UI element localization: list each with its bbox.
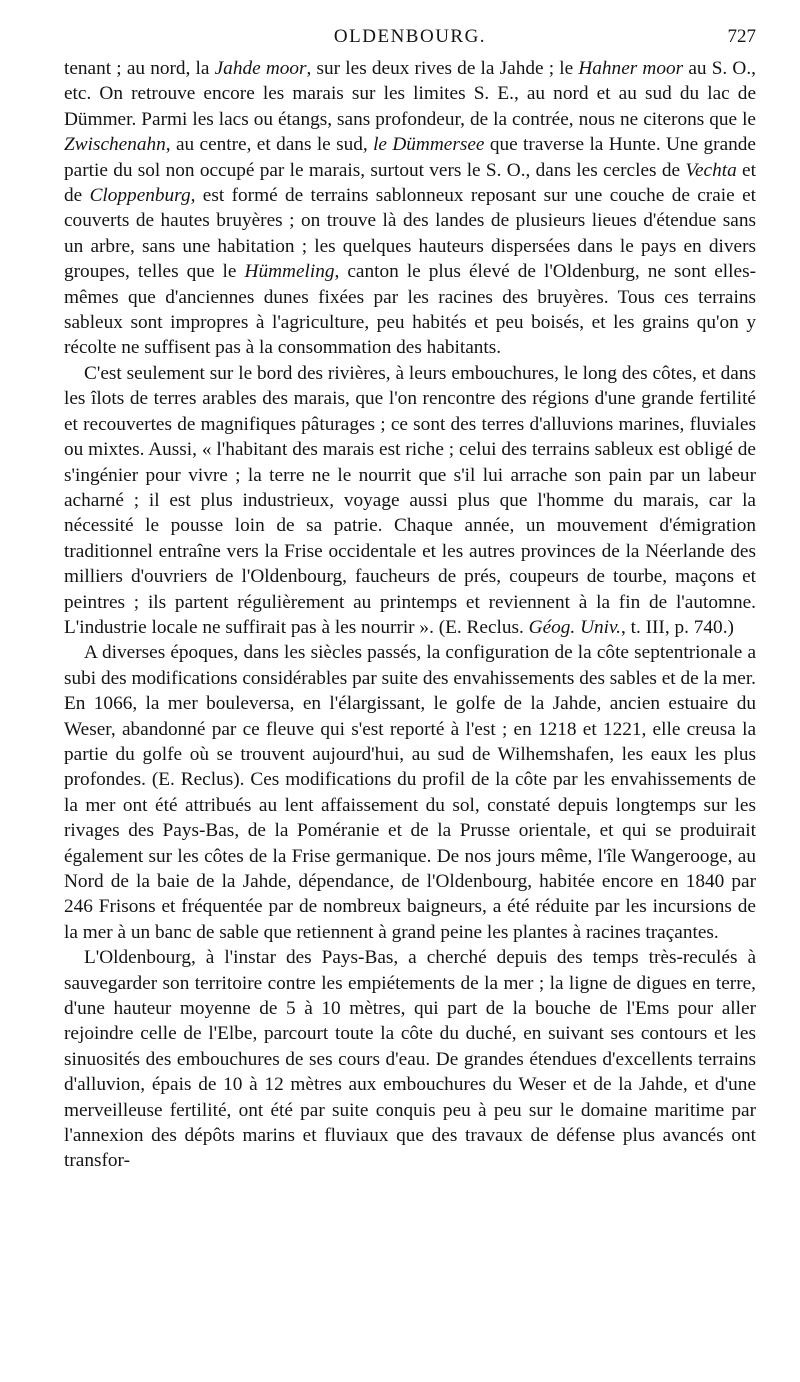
text-run: , sur les deux rives de la Jahde ; le xyxy=(306,58,579,79)
text-run: au S. O., etc. On retrouve encore les marais sur les limites S. E., au nord et au sud du lac de Dümmer. Parmi les lacs ou étangs, sans profondeur, de la contrée, nous ne citerons que le xyxy=(64,58,756,130)
text-run: , canton le plus élevé de l'Oldenburg, ne sont elles-mêmes que d'anciennes dunes fixées par les racines des bruyères. Tous ces terrains sableux sont impropres à l'agriculture, peu habités et peu boisés, et les grains qu'on y récolte ne suffisent pas à la consommation des habitants. xyxy=(64,261,756,359)
paragraph xyxy=(64,361,756,640)
paragraph xyxy=(64,945,756,1174)
text-run: , est formé de terrains sablonneux reposant sur une couche de craie et couverts de hautes bruyères ; on trouve là des landes de plusieurs lieues d'étendue sans un arbre, sans une habitation ; les quelques hauteurs dispersées dans le pays en divers groupes, telles que le xyxy=(64,185,756,283)
text-run: , au centre, et dans le sud, xyxy=(165,134,374,156)
text-run: tenant ; au nord, la xyxy=(64,58,215,79)
italic-term: Vechta xyxy=(685,159,737,181)
italic-term: Géog. Univ. xyxy=(528,616,621,638)
text-run: que traverse la Hunte. Une grande partie du sol non occupé par le marais, surtout vers le S. O., dans les cercles de xyxy=(64,134,756,181)
text-run: et de xyxy=(64,159,756,207)
italic-term: Hahner moor xyxy=(578,58,684,79)
running-title: OLDENBOURG. xyxy=(333,26,487,47)
paragraph xyxy=(64,640,756,945)
text-run: L'Oldenbourg, à l'instar des Pays-Bas, a cherché depuis des temps très-reculés à sauvegarder son territoire contre les empiétements de la mer ; la ligne de digues en terre, d'une hauteur moyenne de 5 à 10 mètres, qui part de la bouche de l'Ems pour aller rejoindre celle de l'Elbe, parcourt toute la côte du duché, en suivant ses contours et les sinuosités des embouchures de ses cours d'eau. De grandes étendues d'excellents terrains d'alluvion, épais de 10 à 12 mètres aux embouchures du Weser et de la Jahde, et d'une merveilleuse fertilité, ont été par suite conquis peu à peu sur le domaine maritime par l'annexion des dépôts marins et fluviaux que des travaux de défense plus avancés ont transfor- xyxy=(64,947,756,1172)
text-run: C'est seulement sur le bord des rivières, à leurs embouchures, le long des côtes, et dans les îlots de terres arables des marais, que l'on rencontre des régions d'une grande fertilité et recouvertes de magnifiques pâturages ; ce sont des terres d'alluvions marines, fluviales ou mixtes. Aussi, « l'habitant des marais est riche ; celui des terrains sableux est obligé de s'ingénier pour vivre ; la terre ne le nourrit que s'il lui arrache son pain par un labeur acharné ; il est plus industrieux, voyage aussi plus que l'homme du marais, car la nécessité le pousse loin de sa patrie. Chaque année, un mouvement d'émigration traditionnel entraîne vers la Frise occidentale et les autres provinces de la Néerlande des milliers d'ouvriers de l'Oldenbourg, faucheurs de prés, coupeurs de tourbe, maçons et peintres ; ils partent régulièrement au printemps et reviennent à la fin de l'automne. L'industrie locale ne suffirait pas à les nourrir ». (E. Reclus. xyxy=(64,362,756,638)
running-head xyxy=(64,26,756,56)
paragraph xyxy=(64,56,756,361)
italic-term: Hümmeling xyxy=(244,261,335,283)
text-run: A diverses époques, dans les siècles passés, la configuration de la côte septentrionale a subi des modifications considérables par suite des envahissements des sables et de la mer. En 1066, la mer bouleversa, en l'élargissant, le golfe de la Jahde, ancien estuaire du Weser, abandonné par ce fleuve qui s'est reporté à l'est ; en 1218 et 1221, elle creusa la partie du golfe où se trouvent aujourd'hui, au sud de Wilhemshafen, les eaux les plus profondes. (E. Reclus). Ces modifications du profil de la côte par les envahissements de la mer ont été attribués au lent affaissement du sol, constaté depuis longtemps sur les rivages des Pays-Bas, de la Poméranie et de la Prusse orientale, et qui se produirait également sur les côtes de la Frise germanique. De nos jours même, l'île Wangerooge, au Nord de la baie de la Jahde, dépendance, de l'Oldenbourg, habitée encore en 1840 par 246 Frisons et fréquentée par de nombreux baigneurs, a été réduite par les incursions de la mer à un banc de sable que retiennent à grand peine les plantes à racines traçantes. xyxy=(64,642,756,943)
text-run: , t. III, p. 740.) xyxy=(620,616,734,638)
italic-term: Jahde moor xyxy=(214,58,307,79)
page-number: 727 xyxy=(727,26,756,47)
body-text xyxy=(64,56,756,1174)
italic-term: Zwischenahn xyxy=(64,134,166,156)
italic-term: Cloppenburg xyxy=(89,185,191,207)
italic-term: le Dümmersee xyxy=(373,134,485,156)
